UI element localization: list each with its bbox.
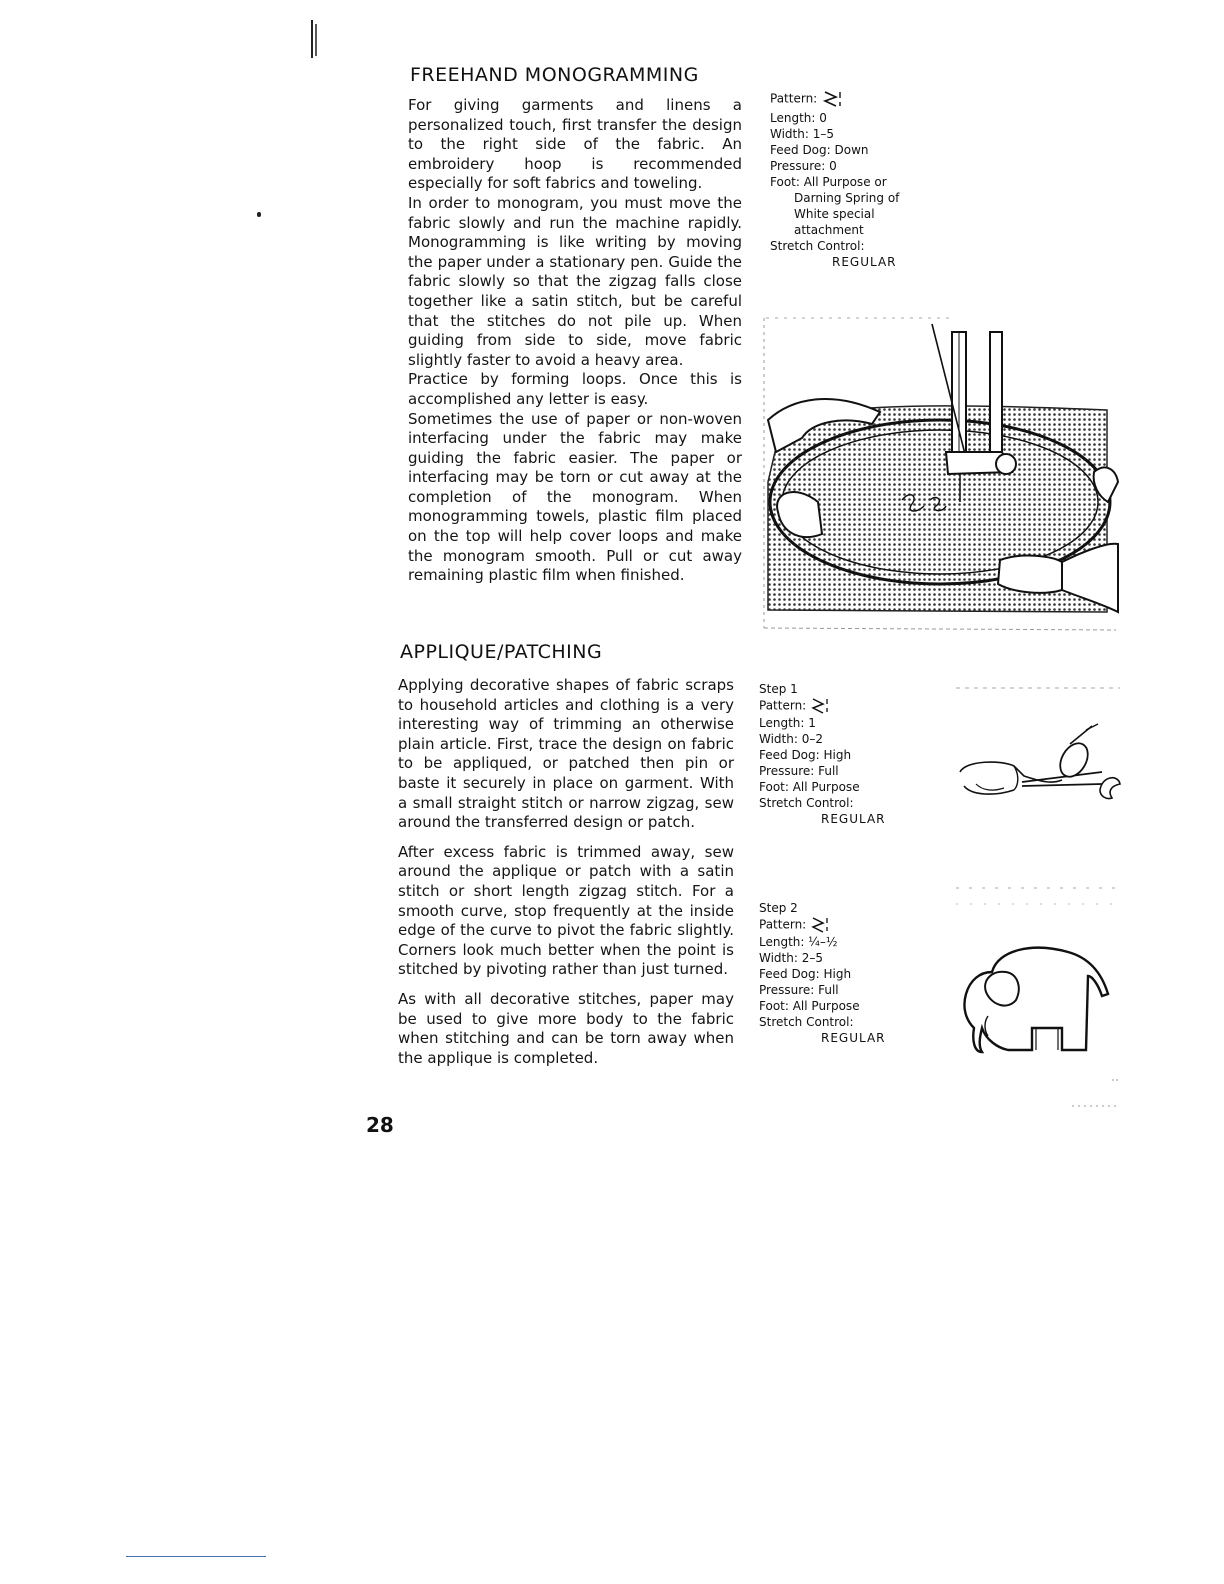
step1-settings [759,681,929,827]
length-row: Length: ¼–½ [759,935,838,949]
foot-row-cont: White special [794,207,875,221]
zigzag-pattern-icon [821,88,843,110]
freehand-paragraph: In order to monogram, you must move the fabric slowly and run the machine rapidly. Monogramming is like writing by moving the paper under a stationary pen. Guide the fabric slowly so that the zigzag falls close together like a satin stitch, but be careful that the stitches do not pile up. When guiding from side to side, move fabric slightly faster to avoid a heavy area. [408,193,742,369]
freehand-paragraph: Practice by forming loops. Once this is accomplished any letter is easy. [408,370,742,408]
length-row: Length: 1 [759,716,816,730]
width-row: Width: 2–5 [759,951,823,965]
bullet-dot [257,212,261,217]
length-row: Length: 0 [770,111,827,125]
applique-paragraph: Applying decorative shapes of fabric scraps to household articles and clothing is a very interesting way of trimming an otherwise plain article. First, trace the design on fabric to be appliqued, or patched then pin or baste it securely in place on garment. With a small straight stitch or narrow zigzag, sew around the transferred design or patch. [398,676,734,832]
step-title: Step 1 [759,682,798,696]
feed-dog-row: Feed Dog: High [759,748,852,762]
width-row: Width: 0–2 [759,732,823,746]
elephant-applique-illustration [952,880,1122,1110]
pattern-label: Pattern: [759,917,807,932]
pattern-label: Pattern: [770,91,818,106]
freehand-body [408,96,742,586]
step-title: Step 2 [759,901,798,915]
applique-heading: APPLIQUE/PATCHING [400,641,603,663]
zigzag-pattern-icon [810,916,830,934]
stretch-row: Stretch Control: [770,239,865,253]
footer-rule [126,1556,266,1557]
pressure-row: Pressure: 0 [770,159,837,173]
applique-paragraph: After excess fabric is trimmed away, sew around the applique or patch with a satin stitch or short length zigzag stitch. For a smooth curve, stop frequently at the inside edge of the curve to pivot the fabric slightly. Corners look much better when the point is stitched by pivoting rather than just turned. [398,842,734,979]
pattern-row [759,697,929,715]
foot-row: Foot: All Purpose or [770,175,887,189]
applique-body [398,676,734,1068]
freehand-paragraph: Sometimes the use of paper or non-woven interfacing under the fabric may make guiding the fabric easier. The paper or interfacing may be torn or cut away at the completion of the monogram. When monogramming towels, plastic film placed on the top will help cover loops and make the monogram smooth. Pull or cut away remaining plastic film when finished. [408,409,742,585]
feed-dog-row: Feed Dog: Down [770,143,869,157]
stretch-row: Stretch Control: [759,796,854,810]
pressure-row: Pressure: Full [759,764,839,778]
stretch-value: REGULAR [821,1031,886,1045]
stretch-row: Stretch Control: [759,1015,854,1029]
freehand-settings [770,88,940,270]
freehand-heading: FREEHAND MONOGRAMMING [410,64,699,86]
feed-dog-row: Feed Dog: High [759,967,852,981]
foot-row-cont: Darning Spring of [794,191,900,205]
pattern-row [759,916,929,934]
applique-paragraph: As with all decorative stitches, paper may be used to give more body to the fabric when stitching and can be torn away when the applique is completed. [398,989,734,1067]
zigzag-pattern-icon [810,697,830,715]
scissors-trimming-illustration [952,680,1122,830]
step-label [759,900,929,916]
embroidery-hoop-illustration [762,312,1120,634]
width-row: Width: 1–5 [770,127,834,141]
foot-row: Foot: All Purpose [759,999,860,1013]
pattern-row [770,88,940,110]
page-number: 28 [366,1113,394,1137]
foot-row-cont: attachment [794,223,864,237]
foot-row: Foot: All Purpose [759,780,860,794]
freehand-paragraph: For giving garments and linens a personalized touch, first transfer the design to the right side of the fabric. An embroidery hoop is recommended especially for soft fabrics and toweling. [408,96,742,193]
step2-settings [759,900,929,1046]
step-label [759,681,929,697]
pattern-label: Pattern: [759,698,807,713]
stretch-value: REGULAR [821,812,886,826]
pressure-row: Pressure: Full [759,983,839,997]
stretch-value: REGULAR [832,255,897,269]
binding-mark-icon [308,18,320,60]
